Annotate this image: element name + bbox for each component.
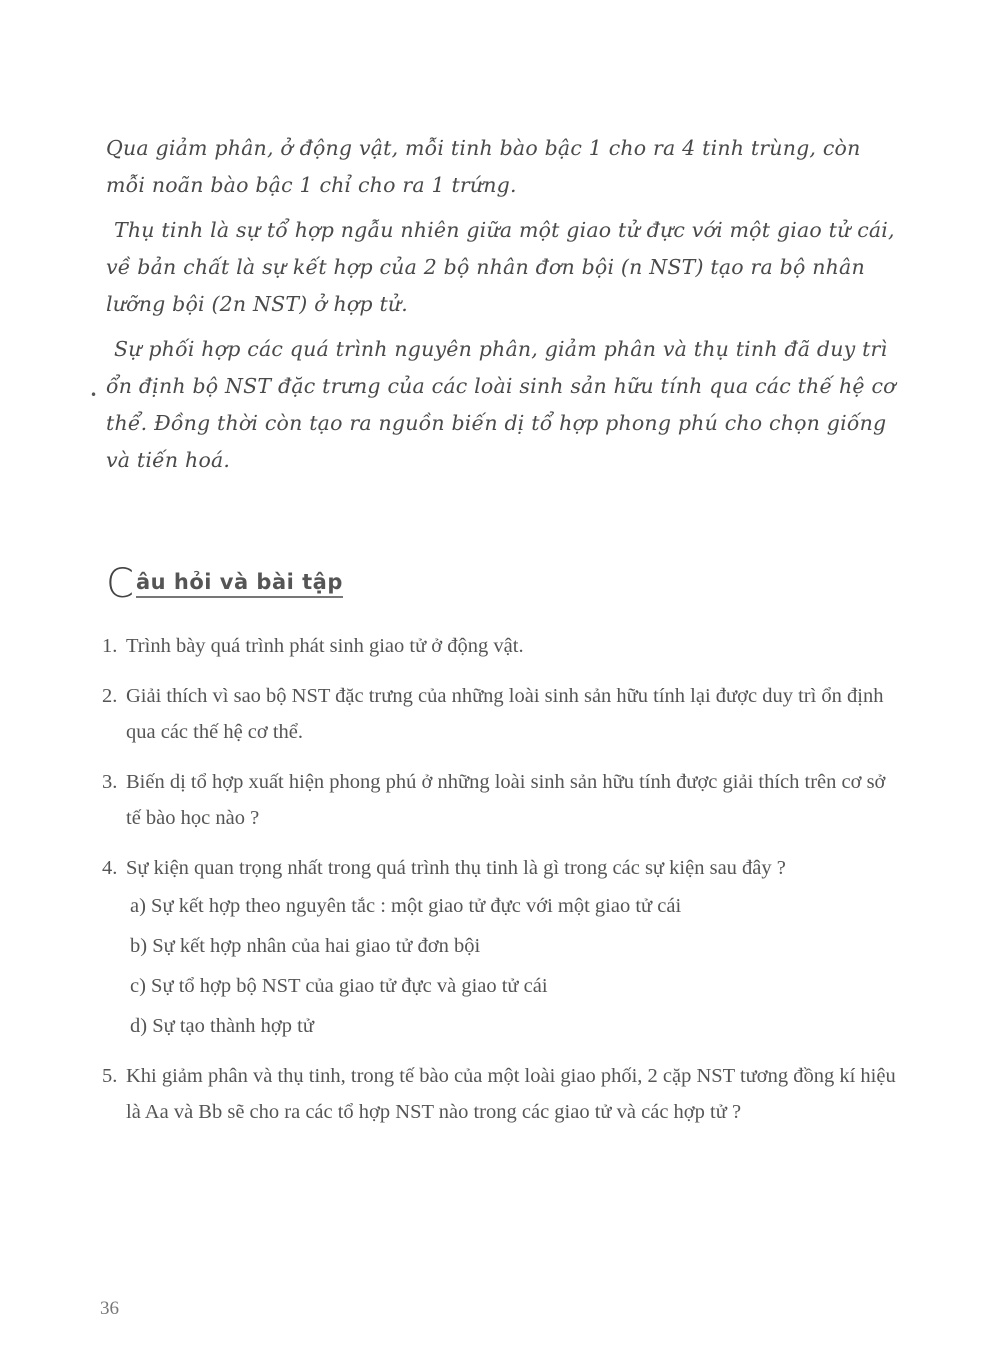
- question-list: [102, 628, 902, 1144]
- question-text: Biến dị tổ hợp xuất hiện phong phú ở những loài sinh sản hữu tính được giải thích trên cơ sở tế bào học nào ?: [126, 771, 886, 829]
- answer-option-c: c) Sự tổ hợp bộ NST của giao tử đực và giao tử cái: [130, 975, 548, 997]
- question-number: 4.: [102, 857, 118, 879]
- question-number: 1.: [102, 635, 118, 657]
- summary-block: [106, 130, 906, 487]
- answer-option-d: d) Sự tạo thành hợp tử: [130, 1015, 314, 1037]
- question-text: Giải thích vì sao bộ NST đặc trưng của những loài sinh sản hữu tính lại được duy trì ổn định qua các thế hệ cơ thể.: [126, 685, 884, 743]
- answer-options: [130, 886, 902, 1046]
- question-text: Sự kiện quan trọng nhất trong quá trình thụ tinh là gì trong các sự kiện sau đây ?: [126, 857, 786, 879]
- question-item: [102, 1058, 902, 1130]
- question-item: [102, 764, 902, 836]
- heading-initial: C: [106, 561, 134, 607]
- summary-paragraph: Sự phối hợp các quá trình nguyên phân, giảm phân và thụ tinh đã duy trì ổn định bộ NST đặc trưng của các loài sinh sản hữu tính qua các thế hệ cơ thể. Đồng thời còn tạo ra nguồn biến dị tổ hợp phong phú cho chọn giống và tiến hoá.: [106, 337, 896, 472]
- question-number: 3.: [102, 771, 118, 793]
- question-item: [102, 850, 902, 886]
- margin-mark: •: [90, 388, 98, 402]
- question-text: Khi giảm phân và thụ tinh, trong tế bào của một loài giao phối, 2 cặp NST tương đồng kí hiệu là Aa và Bb sẽ cho ra các tổ hợp NST nào trong các giao tử và các hợp tử ?: [126, 1065, 896, 1123]
- heading-text: âu hỏi và bài tập: [136, 570, 343, 598]
- question-text: Trình bày quá trình phát sinh giao tử ở động vật.: [126, 635, 524, 657]
- page-number: 36: [100, 1298, 119, 1319]
- answer-option-b: b) Sự kết hợp nhân của hai giao tử đơn bội: [130, 935, 481, 957]
- question-item: [102, 678, 902, 750]
- question-number: 5.: [102, 1065, 118, 1087]
- summary-paragraph: Qua giảm phân, ở động vật, mỗi tinh bào bậc 1 cho ra 4 tinh trùng, còn mỗi noãn bào bậc 1 chỉ cho ra 1 trứng.: [106, 136, 861, 197]
- question-item: [102, 628, 902, 664]
- summary-paragraph: Thụ tinh là sự tổ hợp ngẫu nhiên giữa một giao tử đực với một giao tử cái, về bản chất là sự kết hợp của 2 bộ nhân đơn bội (n NST) tạo ra bộ nhân lưỡng bội (2n NST) ở hợp tử.: [106, 218, 895, 316]
- section-heading: [106, 561, 343, 607]
- question-number: 2.: [102, 685, 118, 707]
- answer-option-a: a) Sự kết hợp theo nguyên tắc : một giao tử đực với một giao tử cái: [130, 895, 682, 917]
